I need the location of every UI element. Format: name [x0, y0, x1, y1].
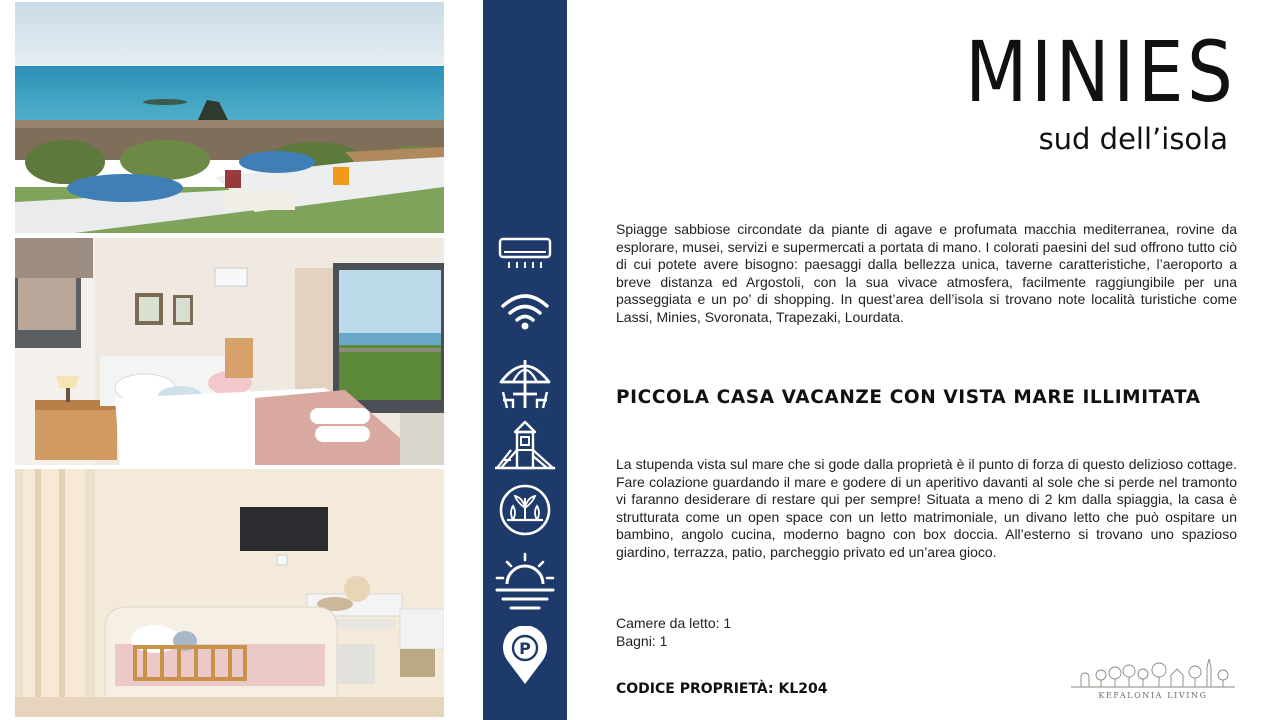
photo-sea-view-terrace [15, 2, 444, 233]
amenities-sidebar [483, 0, 567, 720]
photo-living-area [15, 469, 444, 717]
property-heading: PICCOLA CASA VACANZE CON VISTA MARE ILLIMITATA [616, 387, 1201, 408]
property-description: La stupenda vista sul mare che si gode dalla proprietà è il punto di forza di questo delizioso cottage. Fare colazione guardando il mare e godere di un aperitivo davanti al sole che si perde nel tramonto vi faranno desiderare di restare qui per sempre! Situata a meno di 2 km dalla spiaggia, la casa è strutturata come un open space con un letto matrimoniale, un divano letto che può ospitare un bambino, angolo cucina, moderno bagno con box doccia. All’esterno si trovano uno spazioso giardino, terrazza, patio, parcheggio privato ed un’area gioco. [616, 456, 1237, 560]
page-subtitle: sud dell’isola [1038, 122, 1228, 156]
logo-text: KEFALONIA LIVING [1098, 691, 1208, 700]
wifi-icon [493, 290, 557, 332]
umbrella-table-icon [493, 356, 557, 412]
air-conditioner-icon [493, 234, 557, 274]
sunset-icon [493, 552, 557, 614]
property-code: CODICE PROPRIETÀ: KL204 [616, 681, 828, 697]
garden-icon [493, 484, 557, 536]
area-description: Spiagge sabbiose circondate da piante di agave e profumata macchia mediterranea, rovine da esplorare, musei, servizi e supermercati a portata di mano. I colorati paesini del sud offrono tutto ciò di cui potete avere bisogno: paesaggi dalla bellezza unica, taverne caratteristiche, l’aeroporto a breve distanza ed Argostoli, con la sua vivace atmosfera, facilmente raggiungibile per una passeggiata e un po’ di shopping. In quest’area dell’isola si trovano note località turistiche come Lassi, Minies, Svoronata, Trapezaki, Lourdata. [616, 221, 1237, 325]
playground-icon [493, 420, 557, 472]
page-title: MINIES [964, 23, 1236, 121]
property-facts [616, 614, 731, 650]
photo-bedroom [15, 238, 444, 465]
svg-text:P: P [519, 639, 531, 658]
kefalonia-living-logo [1067, 653, 1239, 703]
bathrooms-count: Bagni: 1 [616, 633, 668, 649]
bedrooms-count: Camere da letto: 1 [616, 615, 732, 631]
parking-icon [493, 626, 557, 686]
